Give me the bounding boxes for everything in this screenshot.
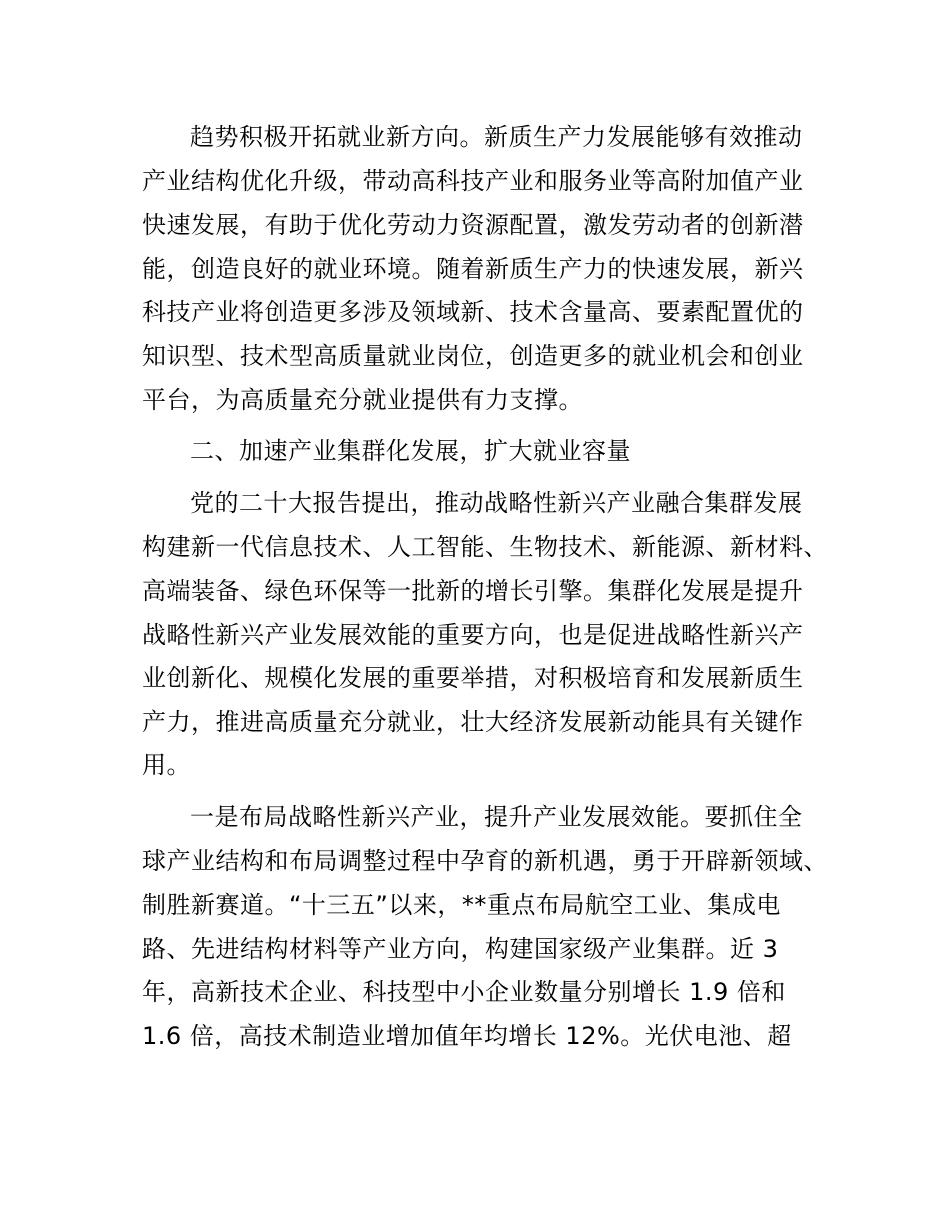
paragraph-line: 路、先进结构材料等产业方向，构建国家级产业集群。近 3 (142, 935, 779, 963)
paragraph-line: 快速发展，有助于优化劳动力资源配置，激发劳动者的创新潜 (142, 211, 804, 239)
paragraph-line: 能，创造良好的就业环境。随着新质生产力的快速发展，新兴 (142, 255, 804, 283)
section-heading: 二、加速产业集群化发展，扩大就业容量 (190, 437, 631, 465)
paragraph-line: 球产业结构和布局调整过程中孕育的新机遇，勇于开辟新领域、 (142, 847, 828, 875)
paragraph-line: 党的二十大报告提出，推动战略性新兴产业融合集群发展 (190, 489, 803, 517)
paragraph-line: 科技产业将创造更多涉及领域新、技术含量高、要素配置优的 (142, 298, 804, 326)
paragraph-line: 构建新一代信息技术、人工智能、生物技术、新能源、新材料、 (142, 533, 828, 561)
paragraph-line: 战略性新兴产业发展效能的重要方向，也是促进战略性新兴产 (142, 621, 804, 649)
paragraph-line: 一是布局战略性新兴产业，提升产业发展效能。要抓住全 (190, 803, 803, 831)
paragraph-line: 制胜新赛道。“十三五”以来，**重点布局航空工业、集成电 (142, 891, 781, 919)
paragraph-line: 1.6 倍，高技术制造业增加值年均增长 12%。光伏电池、超 (142, 1022, 792, 1050)
paragraph-line: 年，高新技术企业、科技型中小企业数量分别增长 1.9 倍和 (142, 978, 786, 1006)
paragraph-line: 高端装备、绿色环保等一批新的增长引擎。集群化发展是提升 (142, 577, 804, 605)
paragraph-line: 趋势积极开拓就业新方向。新质生产力发展能够有效推动 (190, 123, 803, 151)
paragraph-line: 产力，推进高质量充分就业，壮大经济发展新动能具有关键作 (142, 708, 804, 736)
paragraph-line: 用。 (142, 751, 191, 779)
paragraph-line: 产业结构优化升级，带动高科技产业和服务业等高附加值产业 (142, 167, 804, 195)
paragraph-line: 平台，为高质量充分就业提供有力支撑。 (142, 386, 583, 414)
paragraph-line: 业创新化、规模化发展的重要举措，对积极培育和发展新质生 (142, 664, 804, 692)
paragraph-line: 知识型、技术型高质量就业岗位，创造更多的就业机会和创业 (142, 342, 804, 370)
